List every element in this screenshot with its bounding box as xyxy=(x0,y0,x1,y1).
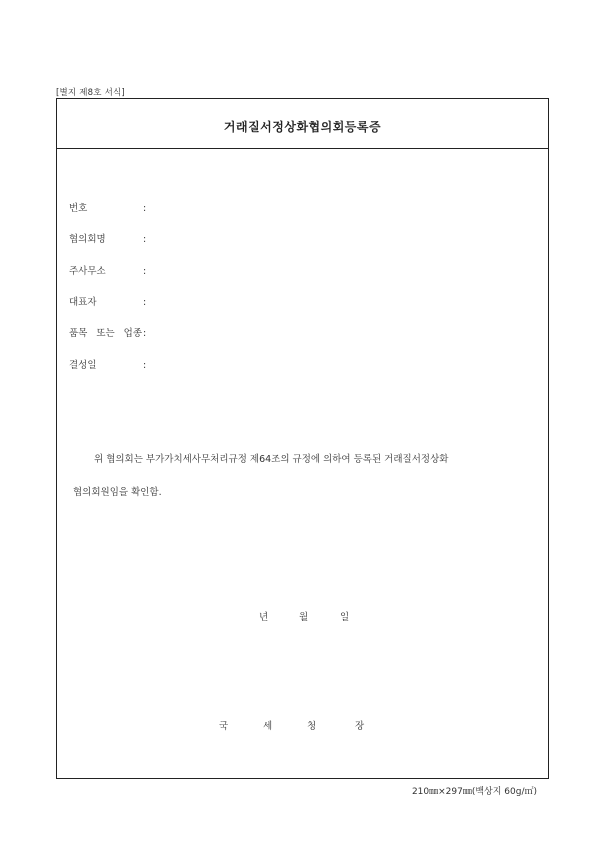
date-year-label: 년 xyxy=(259,612,269,623)
field-association-name-label: 협의회명 xyxy=(69,234,106,245)
field-formation-date xyxy=(69,357,146,371)
issue-date-row xyxy=(57,609,548,623)
form-number-label: [별지 제8호 서식] xyxy=(56,88,125,98)
field-number-colon: : xyxy=(143,203,147,214)
confirmation-text-line-1: 위 협의회는 부가가치세사무처리규정 제64조의 규정에 의하여 등록된 거래질서정상화 xyxy=(94,454,449,465)
field-formation-date-colon: : xyxy=(143,360,147,371)
issuer-char-1: 국 xyxy=(219,721,229,732)
paper-spec-footer: 210㎜×297㎜(백상지 60g/㎡) xyxy=(411,787,537,797)
issuer-row xyxy=(57,718,548,732)
field-main-office-label: 주사무소 xyxy=(69,266,106,277)
field-number-label: 번호 xyxy=(69,203,88,214)
field-representative-label: 대표자 xyxy=(69,297,97,308)
field-association-name xyxy=(69,231,146,245)
certificate-frame xyxy=(56,98,549,779)
date-month-label: 월 xyxy=(299,612,309,623)
field-formation-date-label: 결성일 xyxy=(69,360,97,371)
confirmation-text-line-2: 협의회원임을 확인함. xyxy=(73,487,162,498)
field-number xyxy=(69,200,146,214)
document-title: 거래질서정상화협의회등록증 xyxy=(223,120,382,134)
title-row xyxy=(57,99,548,149)
field-representative-colon: : xyxy=(143,297,147,308)
field-item-or-industry-colon: : xyxy=(143,328,147,339)
field-association-name-colon: : xyxy=(143,234,147,245)
field-main-office-colon: : xyxy=(143,266,147,277)
field-item-or-industry xyxy=(69,325,146,339)
issuer-char-4: 장 xyxy=(355,721,365,732)
field-item-or-industry-label: 품목 또는 업종 xyxy=(69,328,142,339)
field-main-office xyxy=(69,263,146,277)
issuer-char-3: 청 xyxy=(307,721,317,732)
issuer-char-2: 세 xyxy=(263,721,273,732)
field-representative xyxy=(69,294,146,308)
date-day-label: 일 xyxy=(340,612,350,623)
